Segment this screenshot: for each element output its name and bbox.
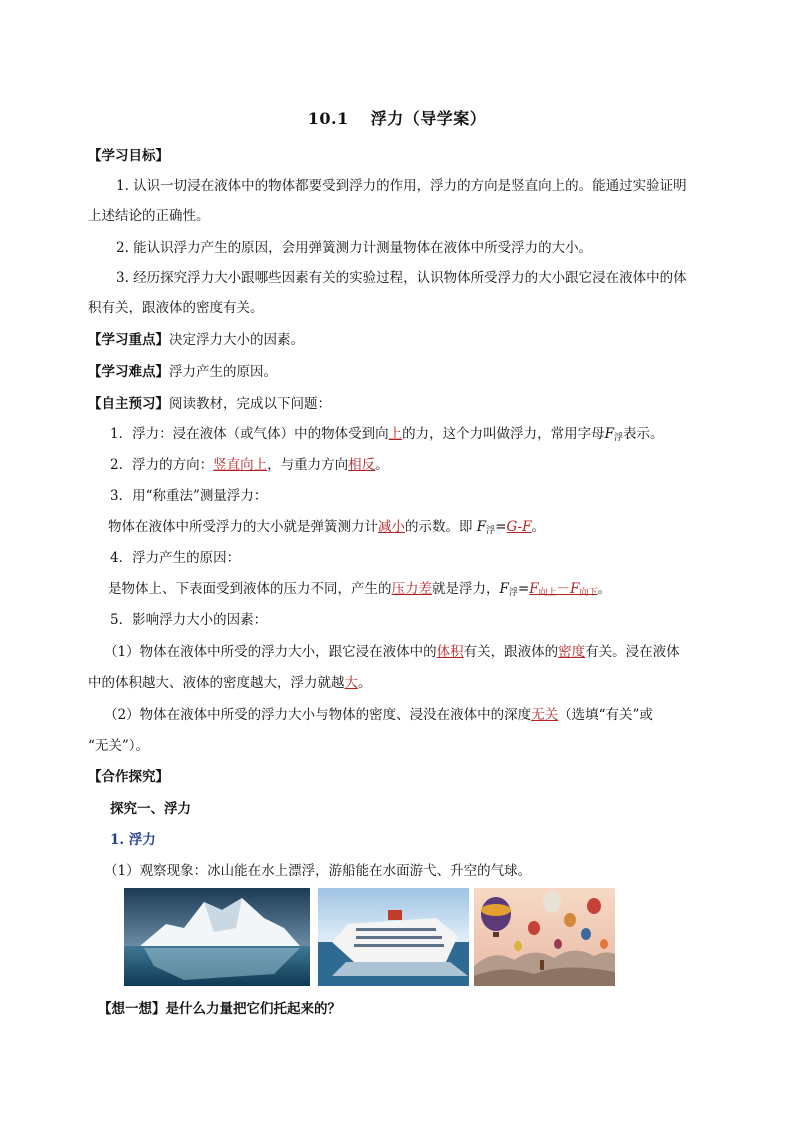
goal-1-line-2: 上述结论的正确性。 bbox=[88, 208, 210, 224]
q5a-end: 有关。浸在液体 bbox=[585, 644, 680, 660]
goal-3-line-1: 3. 经历探究浮力大小跟哪些因素有关的实验过程，认识物体所受浮力的大小跟它浸在液体中的体 bbox=[116, 270, 687, 286]
preview-heading: 【自主预习】 bbox=[88, 396, 169, 412]
q4-f1-sub: 向上 bbox=[538, 588, 557, 598]
q5a-answer-1: 体积 bbox=[436, 644, 464, 660]
q4-formula-answer bbox=[529, 581, 597, 597]
q4-minus: － bbox=[556, 581, 571, 597]
q4-symbol-sub: 浮 bbox=[508, 588, 518, 598]
q3-formula-answer: G-F bbox=[506, 519, 532, 535]
q3-end: 。 bbox=[531, 519, 545, 535]
difficulty-row bbox=[88, 362, 710, 382]
q4-f1: F bbox=[529, 581, 539, 597]
focus-text: 决定浮力大小的因素。 bbox=[169, 332, 304, 348]
q3-text: 物体在液体中所受浮力的大小就是弹簧测力计 bbox=[108, 519, 378, 535]
q1-symbol: F bbox=[604, 426, 614, 442]
question-2 bbox=[88, 455, 710, 475]
q4-equals: = bbox=[517, 581, 530, 597]
cruise-ship-image bbox=[318, 888, 469, 986]
question-4-heading: 4．浮力产生的原因： bbox=[110, 550, 241, 566]
think-row bbox=[98, 999, 720, 1019]
q2-text-2: ，与重力方向 bbox=[267, 457, 349, 473]
q1-symbol-sub: 浮 bbox=[613, 433, 623, 443]
q1-text-2: 的力，这个力叫做浮力，常用字母 bbox=[402, 426, 605, 442]
subsection-heading: 1. 浮力 bbox=[110, 832, 156, 848]
q3-text-2: 的示数。即 bbox=[405, 519, 477, 535]
question-4 bbox=[88, 579, 710, 603]
focus-heading: 【学习重点】 bbox=[88, 332, 169, 348]
preview-row bbox=[88, 394, 710, 414]
q5b-answer: 无关 bbox=[531, 707, 559, 723]
q5b-end: （选填“有关”或 bbox=[558, 707, 653, 723]
difficulty-heading: 【学习难点】 bbox=[88, 364, 169, 380]
iceberg-image bbox=[124, 888, 310, 986]
goal-3-line-2: 积有关，跟液体的密度有关。 bbox=[88, 300, 264, 316]
goals-heading: 【学习目标】 bbox=[88, 148, 169, 164]
q2-end: 。 bbox=[375, 457, 389, 473]
question-1 bbox=[88, 424, 710, 448]
question-5b-line-2: “无关”）。 bbox=[88, 738, 150, 754]
q1-end: 表示。 bbox=[622, 426, 664, 442]
q3-equals: = bbox=[495, 519, 507, 535]
goal-2: 2. 能认识浮力产生的原因，会用弹簧测力计测量物体在液体中所受浮力的大小。 bbox=[116, 240, 593, 256]
think-text: 是什么力量把它们托起来的？ bbox=[165, 1001, 341, 1017]
difficulty-text: 浮力产生的原因。 bbox=[169, 364, 277, 380]
q1-answer: 上 bbox=[388, 426, 403, 442]
q5a-answer-2: 密度 bbox=[558, 644, 586, 660]
question-3 bbox=[88, 517, 710, 541]
q4-f2: F bbox=[570, 581, 580, 597]
section-number: 10.1 bbox=[307, 109, 349, 128]
q2-answer-2: 相反 bbox=[348, 457, 376, 473]
q5b-text: （2）物体在液体中所受的浮力大小与物体的密度、浸没在液体中的深度 bbox=[104, 707, 532, 723]
hot-air-balloons-image bbox=[474, 888, 615, 986]
explore-heading: 探究一、浮力 bbox=[110, 801, 191, 817]
q4-f2-sub: 向下 bbox=[579, 588, 598, 598]
q5a-text-2: 有关，跟液体的 bbox=[463, 644, 559, 660]
question-5b-line-1 bbox=[88, 705, 710, 725]
observe-text: （1）观察现象：冰山能在水上漂浮，游船能在水面游弋、升空的气球。 bbox=[104, 863, 532, 879]
coop-heading: 【合作探究】 bbox=[88, 769, 169, 785]
preview-intro: 阅读教材，完成以下问题： bbox=[169, 396, 331, 412]
q5a2-end: 。 bbox=[358, 675, 372, 691]
q3-symbol: F bbox=[476, 519, 487, 535]
q5a2-answer: 大 bbox=[344, 675, 358, 691]
q5a-text: （1）物体在液体中所受的浮力大小，跟它浸在液体中的 bbox=[104, 644, 437, 660]
goal-1-line-1: 1. 认识一切浸在液体中的物体都要受到浮力的作用，浮力的方向是竖直向上的。能通过实验证明 bbox=[116, 178, 687, 194]
q4-text-2: 就是浮力， bbox=[432, 581, 500, 597]
q3-symbol-sub: 浮 bbox=[486, 526, 496, 536]
q3-answer: 减小 bbox=[378, 519, 405, 535]
question-5a-line-1 bbox=[88, 642, 710, 662]
q2-text: 2．浮力的方向： bbox=[110, 457, 214, 473]
title-text: 浮力（导学案） bbox=[370, 109, 487, 128]
focus-row bbox=[88, 330, 710, 350]
q5a2-text: 中的体积越大、液体的密度越大，浮力就越 bbox=[88, 675, 345, 691]
question-5a-line-2 bbox=[88, 673, 710, 693]
q2-answer-1: 竖直向上 bbox=[213, 457, 268, 473]
q4-answer: 压力差 bbox=[391, 581, 432, 597]
q4-end: 。 bbox=[597, 581, 611, 597]
q4-text: 是物体上、下表面受到液体的压力不同，产生的 bbox=[108, 581, 392, 597]
q4-symbol: F bbox=[499, 581, 509, 597]
question-5-heading: 5．影响浮力大小的因素： bbox=[110, 612, 268, 628]
page-title bbox=[0, 106, 794, 129]
think-heading: 【想一想】 bbox=[98, 1001, 166, 1017]
q1-text: 1．浮力：浸在液体（或气体）中的物体受到向 bbox=[110, 426, 389, 442]
question-3-heading: 3．用“称重法”测量浮力： bbox=[110, 488, 268, 504]
